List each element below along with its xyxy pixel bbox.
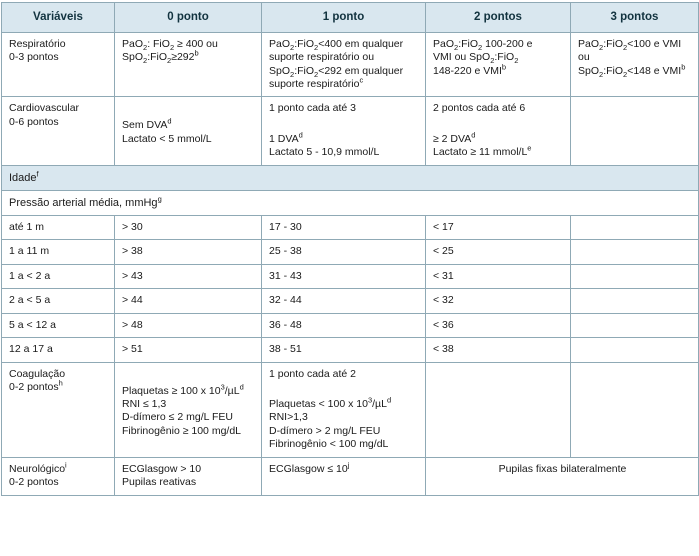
age-label: 2 a < 5 a [2, 289, 115, 313]
age-value-3 [571, 215, 699, 239]
table-row-pressao-banner [2, 190, 699, 215]
age-value-3 [571, 240, 699, 264]
banner-idade: Idade$^f$ [2, 165, 699, 190]
cell-neurologico-0 [115, 457, 262, 495]
table-row-cardiovascular [2, 97, 699, 165]
cell-cardiovascular-2-line2: Lactato ≥ 11 mmol/Le [433, 143, 532, 159]
cell-cardiovascular-1-spacer [269, 116, 419, 133]
cell-coagulacao-1-line2: RNI>1,3 [269, 411, 308, 424]
table-row-coagulacao [2, 362, 699, 457]
cell-cardiovascular-1-line2: Lactato 5 - 10,9 mmol/L [269, 146, 380, 159]
cell-cardiovascular-0-line1: Sem DVA$^d$ [122, 116, 172, 132]
cell-respiratorio-0-line2: $SpO_2:FiO_2\ge 292^b$ [122, 48, 199, 66]
cell-cardiovascular-2 [426, 97, 571, 165]
cell-neurologico-0-line1: ECGlasgow > 10 [122, 462, 202, 475]
banner-pressao-arterial: Pressão arterial média, mmHg$^g$ [2, 190, 699, 215]
age-value-1: 36 - 48 [262, 313, 426, 337]
age-label: 1 a < 2 a [2, 264, 115, 288]
cell-respiratorio-2-line3: 148-220 e VMI$^b$ [433, 62, 507, 77]
age-value-1: 25 - 38 [262, 240, 426, 264]
cell-cardiovascular-2-top: 2 pontos cada até 6 [433, 102, 526, 115]
age-value-2: < 36 [426, 313, 571, 337]
age-label: 12 a 17 a [2, 338, 115, 362]
cell-coagulacao-1-line3: D-dímero > 2 mg/L FEU [269, 424, 381, 437]
age-value-0: > 38 [115, 240, 262, 264]
row-label-cardiovascular-title: Cardiovascular [9, 102, 80, 115]
cell-cardiovascular-2-spacer [433, 116, 564, 133]
cell-respiratorio-3 [571, 32, 699, 97]
row-label-coagulacao-points: 0-2 pontos$^h$ [9, 378, 63, 393]
cell-coagulacao-3 [571, 362, 699, 457]
cell-cardiovascular-1-line1: 1 DVA$^d$ [269, 130, 303, 145]
cell-cardiovascular-1-top: 1 ponto cada até 3 [269, 102, 356, 115]
cell-respiratorio-3-line2: ou [578, 51, 590, 64]
row-label-neurologico [2, 457, 115, 495]
cell-respiratorio-1-line1: PaO$_2$:FiO$_2$<400 em qualquer [269, 37, 404, 52]
column-header-1-ponto: 1 ponto [262, 3, 426, 33]
row-label-neurologico-title: Neurológico$^i$ [9, 460, 67, 475]
cell-respiratorio-0-line1: PaO$_2$: FiO$_2$ ≥ 400 ou [122, 37, 218, 52]
cell-coagulacao-2 [426, 362, 571, 457]
row-label-neurologico-points: 0-2 pontos [9, 476, 59, 489]
age-value-3 [571, 313, 699, 337]
cell-cardiovascular-1 [262, 97, 426, 165]
column-header-2-pontos: 2 pontos [426, 3, 571, 33]
age-value-3 [571, 289, 699, 313]
cell-neurologico-1 [262, 457, 426, 495]
age-value-1: 17 - 30 [262, 215, 426, 239]
row-label-respiratorio-points: 0-3 pontos [9, 51, 59, 64]
cell-coagulacao-0-line4: Fibrinogênio ≥ 100 mg/dL [122, 424, 242, 437]
age-label: até 1 m [2, 215, 115, 239]
age-value-0: > 43 [115, 264, 262, 288]
table-row-neurologico [2, 457, 699, 495]
cell-coagulacao-1-line1: Plaquetas < 100 x $10^3/\mu L^d$ [269, 395, 392, 410]
age-value-2: < 25 [426, 240, 571, 264]
cell-cardiovascular-3 [571, 97, 699, 165]
row-label-cardiovascular-points: 0-6 pontos [9, 115, 59, 128]
row-label-respiratorio [2, 32, 115, 97]
age-value-0: > 51 [115, 338, 262, 362]
cell-coagulacao-1 [262, 362, 426, 457]
cell-coagulacao-1-line4: Fibrinogênio < 100 mg/dL [269, 438, 389, 451]
cell-coagulacao-0-spacer [122, 368, 255, 385]
row-label-coagulacao [2, 362, 115, 457]
cell-respiratorio-1-line4: suporte respiratório$^c$ [269, 75, 364, 91]
cell-respiratorio-1-line3: SpO$_2$:FiO$_2$<292 em qualquer [269, 64, 404, 79]
score-table-document [0, 2, 699, 556]
cell-respiratorio-3-line1: PaO$_2$:FiO$_2$<100 e VMI [578, 37, 682, 52]
column-header-3-pontos: 3 pontos [571, 3, 699, 33]
cell-coagulacao-0-line1: Plaquetas ≥ 100 x $10^3/\mu L^d$ [122, 382, 244, 397]
table-row-idade-banner [2, 165, 699, 190]
table-row-age [2, 264, 699, 288]
row-label-cardiovascular [2, 97, 115, 165]
age-value-3 [571, 264, 699, 288]
age-value-0: > 48 [115, 313, 262, 337]
cell-cardiovascular-0 [115, 97, 262, 165]
cell-respiratorio-2-line2: VMI ou SpO$_2$:FiO$_2$ [433, 51, 519, 66]
cell-respiratorio-3-line3: SpO$_2$:FiO$_2$<148 e VMI$^b$ [578, 62, 686, 79]
cell-neurologico-0-line2: Pupilas reativas [122, 476, 197, 489]
cell-respiratorio-1-line2: suporte respiratório ou [269, 51, 375, 64]
age-value-1: 31 - 43 [262, 264, 426, 288]
cell-respiratorio-0 [115, 32, 262, 97]
column-header-0-ponto: 0 ponto [115, 3, 262, 33]
age-value-3 [571, 338, 699, 362]
cell-coagulacao-1-spacer [269, 381, 419, 398]
cell-respiratorio-1 [262, 32, 426, 97]
cell-cardiovascular-2-line1: ≥ 2 DVA$^d$ [433, 130, 476, 145]
age-value-2: < 31 [426, 264, 571, 288]
table-row-age [2, 313, 699, 337]
table-row-age [2, 338, 699, 362]
row-label-coagulacao-title: Coagulação [9, 367, 66, 380]
cell-cardiovascular-0-line2: Lactato < 5 mmol/L [122, 132, 212, 145]
cell-coagulacao-1-top: 1 ponto cada até 2 [269, 367, 356, 380]
table-row-age [2, 215, 699, 239]
cell-coagulacao-0-line3: D-dímero ≤ 2 mg/L FEU [122, 411, 233, 424]
row-label-respiratorio-title: Respiratório [9, 37, 66, 50]
age-value-0: > 44 [115, 289, 262, 313]
cell-cardiovascular-0-spacer [122, 102, 255, 119]
age-value-1: 32 - 44 [262, 289, 426, 313]
cell-respiratorio-2-line1: PaO$_2$:FiO$_2$ 100-200 e [433, 37, 533, 52]
age-value-2: < 38 [426, 338, 571, 362]
age-value-1: 38 - 51 [262, 338, 426, 362]
age-value-2: < 32 [426, 289, 571, 313]
age-label: 1 a 11 m [2, 240, 115, 264]
table-row-age [2, 240, 699, 264]
table-row-age [2, 289, 699, 313]
column-header-variaveis: Variáveis [2, 3, 115, 33]
age-value-0: > 30 [115, 215, 262, 239]
age-value-2: < 17 [426, 215, 571, 239]
table-row-respiratorio [2, 32, 699, 97]
table-header-row [2, 3, 699, 33]
phoenix-score-table [1, 2, 699, 496]
age-label: 5 a < 12 a [2, 313, 115, 337]
cell-neurologico-2: Pupilas fixas bilateralmente [426, 457, 699, 495]
cell-neurologico-1-line1: ECGlasgow ≤ $10^j$ [269, 460, 350, 475]
cell-respiratorio-2 [426, 32, 571, 97]
cell-coagulacao-0 [115, 362, 262, 457]
cell-coagulacao-0-line2: RNI ≤ 1,3 [122, 398, 167, 410]
